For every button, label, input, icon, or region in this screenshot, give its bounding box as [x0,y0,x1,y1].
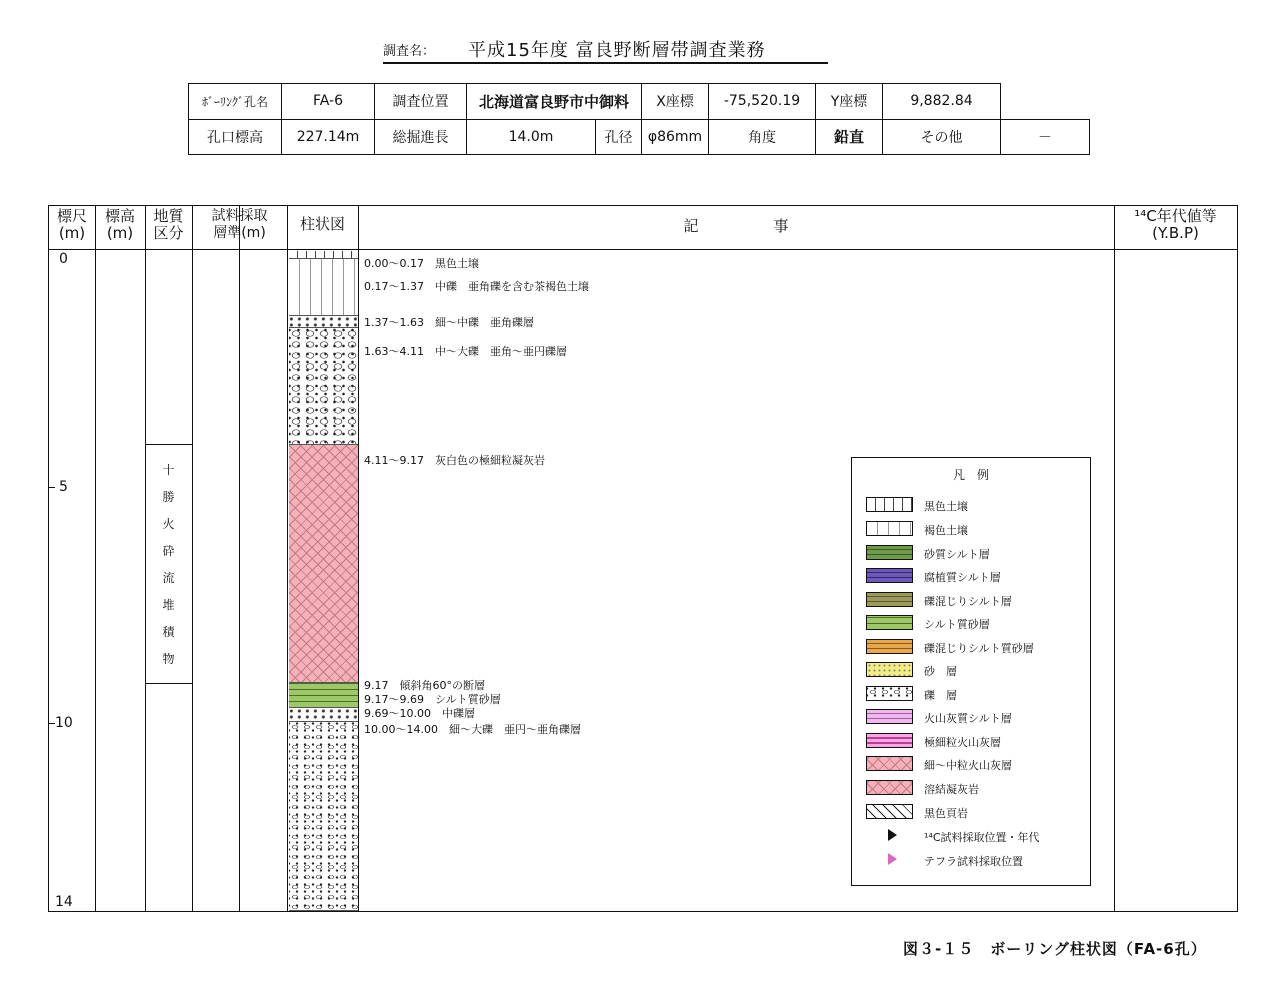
geology-char: 積 [162,625,175,639]
divider [239,206,240,911]
legend-swatch [866,733,913,748]
info-cell: 227.14m [282,119,375,155]
triangle-marker-icon [888,853,897,865]
survey-label: 調査名： [383,44,436,59]
info-cell: ﾎﾞｰﾘﾝｸﾞ孔名 [189,84,282,120]
column-layer-silty-sand [289,683,358,708]
legend-label: 黒色土壌 [924,500,968,513]
legend-label: 火山灰質シルト層 [924,712,1012,725]
scale-label: 14 [55,894,73,910]
divider [95,206,96,911]
info-cell: 北海道富良野市中御料 [467,84,642,120]
layer-description: 1.37～1.63 細～中礫 亜角礫層 [364,316,534,329]
geology-char: 流 [162,571,175,585]
header-sample: 試料採取 層準(m) [211,208,268,241]
info-cell: FA-6 [282,84,375,120]
info-cell: 角度 [709,119,816,155]
legend-label: 溶結凝灰岩 [924,783,979,796]
column-layer-black-soil [289,251,358,259]
survey-name: 平成15年度 富良野断層帯調査業務 [468,40,766,61]
legend-label: 黒色頁岩 [924,807,968,820]
info-cell: 9,882.84 [883,84,1001,120]
geology-char: 砕 [162,544,175,558]
legend-swatch [866,804,913,819]
borehole-info-table [188,83,1090,155]
info-cell: φ86mm [642,119,709,155]
info-cell: X座標 [642,84,709,120]
divider [287,206,288,911]
legend-label: シルト質砂層 [924,618,990,631]
info-cell: その他 [883,119,1001,155]
legend-label: 砂 層 [924,665,957,678]
geology-char: 物 [162,652,175,666]
info-cell: 総掘進長 [375,119,467,155]
column-layer-gravel-fine [289,708,358,723]
info-cell: 調査位置 [375,84,467,120]
column-layer-brown-soil [289,259,358,316]
legend-label: 礫混じりシルト質砂層 [924,642,1034,655]
figure-caption: 図３-１５ ボーリング柱状図（FA-6孔） [903,940,1207,958]
column-layer-gravel-coarse [289,328,358,445]
layer-description: 0.00～0.17 黒色土壌 [364,257,479,270]
geology-char: 勝 [162,490,175,504]
info-row-1 [189,84,1090,120]
legend-swatch [866,497,913,512]
column-layer-gravel-fine [289,316,358,328]
legend-swatch [866,709,913,724]
legend-swatch [866,615,913,630]
legend-label: 褐色土壌 [924,524,968,537]
layer-description: 9.69～10.00 中礫層 [364,707,475,720]
header-line [49,249,1237,250]
header-geology: 地質 区分 [153,207,184,242]
info-cell: － [1001,119,1090,155]
geology-char: 堆 [162,598,175,612]
scale-label: 5 [59,479,68,495]
header-column: 柱状図 [299,215,345,233]
header-depth: 標尺 (m) [56,207,87,242]
divider [1114,206,1115,911]
scale-label: 0 [59,251,68,267]
triangle-marker-icon [888,829,897,841]
header-c14: ¹⁴C年代値等 (Y.B.P) [1134,207,1217,242]
legend-title: 凡 例 [952,468,989,482]
legend-swatch [866,662,913,677]
layer-description: 0.17～1.37 中礫 亜角礫を含む茶褐色土壌 [364,280,589,293]
geology-char: 火 [162,517,175,531]
layer-description: 1.63～4.11 中～大礫 亜角～亜円礫層 [364,345,567,358]
info-cell: 鉛直 [816,119,883,155]
scale-tick [49,487,55,488]
legend-label: 礫混じりシルト層 [924,595,1012,608]
header-elevation: 標高 (m) [104,207,135,242]
legend [851,457,1091,886]
legend-swatch [866,639,913,654]
legend-label: 極細粒火山灰層 [924,736,1001,749]
info-cell: 孔径 [596,119,642,155]
info-cell: 孔口標高 [189,119,282,155]
geology-unit [145,444,192,684]
legend-swatch [866,568,913,583]
legend-swatch [866,545,913,560]
legend-swatch [866,521,913,536]
legend-swatch [866,592,913,607]
layer-description: 4.11～9.17 灰白色の極細粒凝灰岩 [364,454,545,467]
lithologic-column [289,251,358,911]
legend-label: ¹⁴C試料採取位置・年代 [924,831,1040,844]
legend-label: 細～中粒火山灰層 [924,759,1012,772]
legend-label: 腐植質シルト層 [924,571,1001,584]
info-cell: Y座標 [816,84,883,120]
legend-label: 砂質シルト層 [924,548,990,561]
header-notes: 記 事 [683,217,789,235]
info-cell: -75,520.19 [709,84,816,120]
divider [192,206,193,911]
geology-char: 十 [162,463,175,477]
layer-description: 9.17 傾斜角60°の断層 [364,679,485,692]
legend-label: 礫 層 [924,689,957,702]
scale-label: 10 [55,715,73,731]
legend-label: テフラ試料採取位置 [924,855,1023,868]
survey-title [383,34,828,64]
layer-description: 10.00～14.00 細～大礫 亜円～亜角礫層 [364,723,581,736]
info-cell: 14.0m [467,119,596,155]
info-row-2 [189,119,1090,155]
column-layer-welded-tuff [289,445,358,684]
legend-swatch [866,780,913,795]
legend-swatch [866,756,913,771]
layer-description: 9.17～9.69 シルト質砂層 [364,693,501,706]
column-layer-gravel [289,722,358,911]
legend-swatch [866,686,913,701]
divider [358,206,359,911]
